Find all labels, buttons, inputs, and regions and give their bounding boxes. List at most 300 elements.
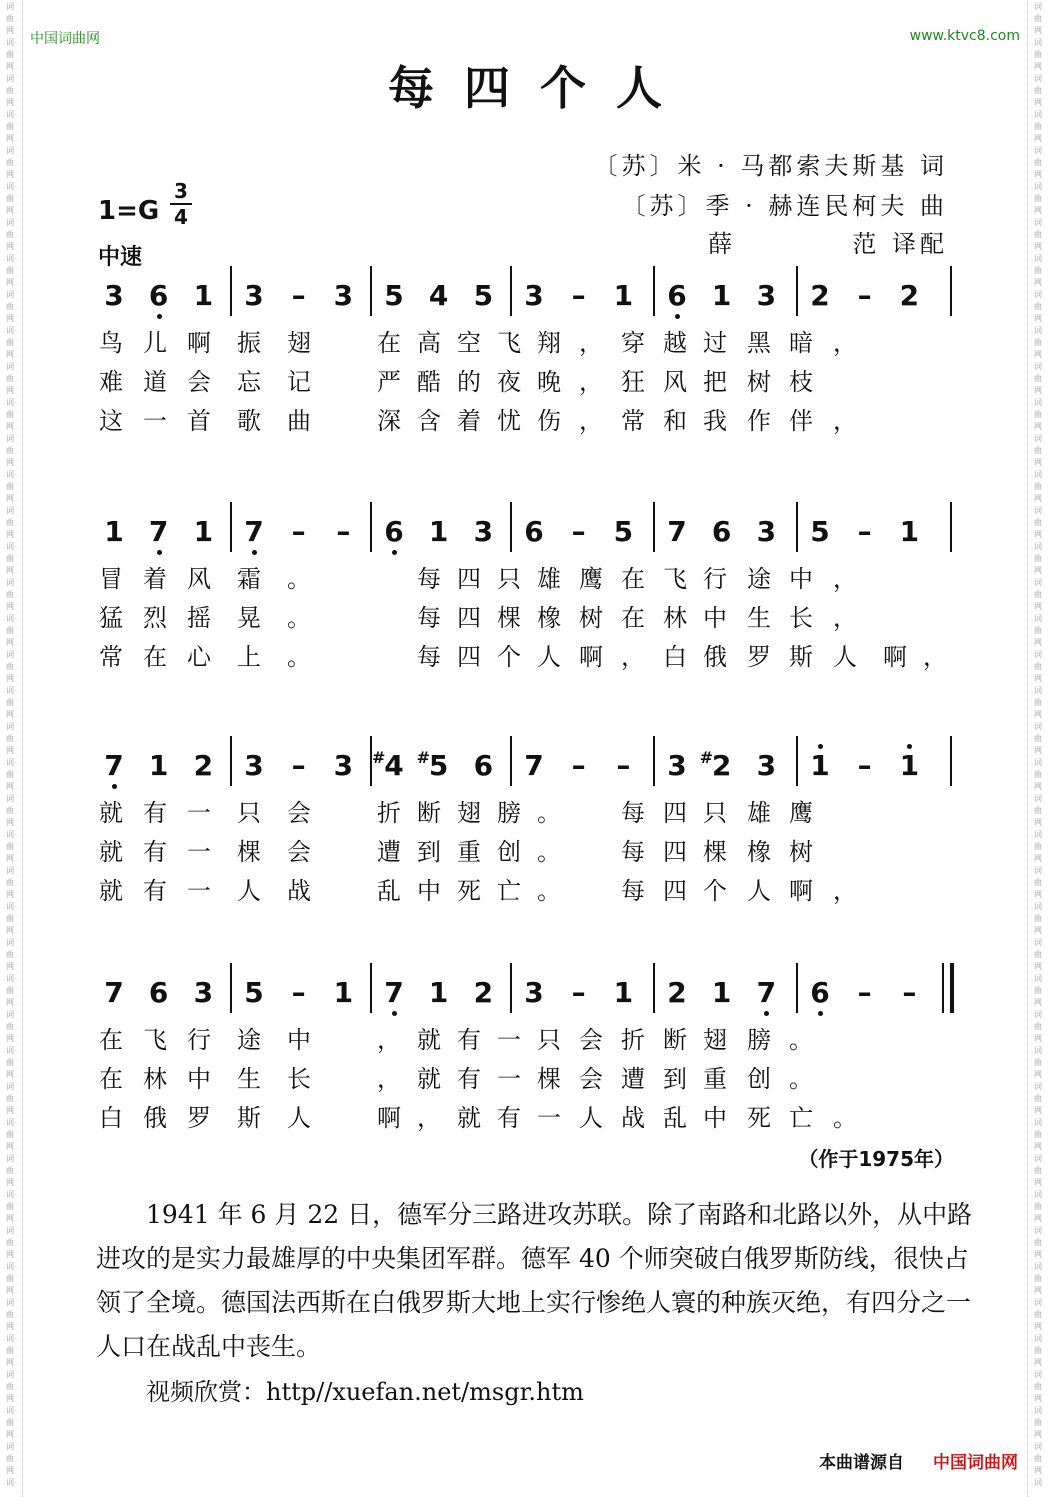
- margin-glyph: 词: [1034, 362, 1042, 371]
- lyric-char: 。: [537, 799, 561, 827]
- margin-glyph: 曲: [6, 482, 14, 491]
- lyric-char: 罗: [747, 643, 771, 671]
- note: [609, 280, 637, 312]
- key-signature: 1=G: [98, 196, 160, 226]
- note-extension: [285, 750, 313, 782]
- note-symbol: 7: [104, 749, 124, 782]
- margin-glyph: 曲: [1034, 1058, 1042, 1067]
- lyric-char: 烈: [143, 604, 167, 632]
- lyric-char: 俄: [703, 643, 727, 671]
- margin-glyph: 网: [1034, 1070, 1042, 1079]
- footer-site-name[interactable]: 中国词曲网: [933, 1453, 1018, 1473]
- barline: [370, 266, 372, 316]
- note: [416, 748, 453, 782]
- margin-glyph: 词: [6, 74, 14, 83]
- margin-glyph: 网: [1034, 494, 1042, 503]
- lyric-char: 有: [143, 877, 167, 905]
- lyric-char: 飞: [143, 1026, 167, 1054]
- note: [329, 750, 357, 782]
- margin-glyph: 网: [6, 458, 14, 467]
- tempo-marking: 中速: [98, 245, 143, 270]
- site-link-right[interactable]: www.ktvc8.com: [909, 28, 1020, 44]
- lyric-char: 橡: [537, 604, 561, 632]
- margin-glyph: 曲: [6, 734, 14, 743]
- note-symbol: 3: [524, 976, 544, 1009]
- note-symbol: 6: [711, 515, 732, 548]
- lyric-char: 生: [747, 604, 771, 632]
- margin-glyph: 曲: [6, 266, 14, 275]
- margin-glyph: 曲: [6, 698, 14, 707]
- lyric-char: 曲: [287, 407, 311, 435]
- lyric-char: 斯: [237, 1104, 261, 1132]
- margin-glyph: 网: [1034, 26, 1042, 35]
- margin-glyph: 曲: [6, 1058, 14, 1067]
- margin-glyph: 曲: [1034, 1202, 1042, 1211]
- lyric-char: ，: [833, 329, 857, 357]
- lyric-char: 四: [663, 838, 687, 866]
- note: [806, 750, 834, 782]
- lyric-char: 。: [287, 643, 311, 671]
- note-extension: [609, 750, 637, 782]
- margin-glyph: 词: [6, 1226, 14, 1235]
- lyric-char: 猛: [99, 604, 123, 632]
- note: [425, 516, 453, 548]
- margin-glyph: 曲: [6, 1382, 14, 1391]
- lyric-char: 鹰: [579, 565, 603, 593]
- margin-glyph: 曲: [1034, 1382, 1042, 1391]
- margin-glyph: 网: [6, 242, 14, 251]
- note: [145, 280, 173, 312]
- note-extension: [285, 280, 313, 312]
- note-symbol: 7: [524, 749, 544, 782]
- note: [240, 750, 268, 782]
- site-link-left[interactable]: 中国词曲网: [30, 31, 100, 47]
- lyric-char: 林: [143, 1065, 167, 1093]
- margin-glyph: 词: [6, 1262, 14, 1271]
- margin-glyph: 曲: [1034, 1310, 1042, 1319]
- lyric-char: 冒: [99, 565, 123, 593]
- lyric-char: 忘: [237, 368, 261, 396]
- note-symbol: 1: [711, 976, 732, 1009]
- margin-glyph: 网: [1034, 350, 1042, 359]
- margin-glyph: 词: [1034, 938, 1042, 947]
- margin-glyph: 网: [6, 386, 14, 395]
- margin-glyph: 曲: [1034, 878, 1042, 887]
- lyric-char: ，: [377, 1065, 401, 1093]
- video-link-line[interactable]: 视频欣赏：http//xuefan.net/msgr.htm: [146, 1378, 584, 1406]
- margin-glyph: 网: [6, 1250, 14, 1259]
- lyric-char: 霜: [237, 565, 261, 593]
- margin-glyph: 词: [1034, 1298, 1042, 1307]
- margin-glyph: 网: [6, 1106, 14, 1115]
- barline: [230, 502, 232, 552]
- note: [469, 516, 497, 548]
- margin-glyph: 曲: [1034, 1238, 1042, 1247]
- lyric-char: 中: [187, 1065, 211, 1093]
- lyric-char: 折: [377, 799, 401, 827]
- margin-glyph: 网: [6, 98, 14, 107]
- note: [520, 280, 548, 312]
- margin-glyph: 词: [6, 1082, 14, 1091]
- note-symbol: 3: [104, 279, 124, 312]
- margin-glyph: 词: [1034, 1190, 1042, 1199]
- margin-glyph: 词: [6, 974, 14, 983]
- note-symbol: 7: [756, 976, 777, 1009]
- margin-glyph: 曲: [1034, 770, 1042, 779]
- note: [663, 280, 691, 312]
- barline: [796, 736, 798, 786]
- margin-glyph: 曲: [1034, 14, 1042, 23]
- note-symbol: 7: [244, 515, 264, 548]
- lyric-char: 斯: [789, 643, 813, 671]
- lower-octave-dot: [675, 314, 680, 319]
- note-extension: [565, 516, 593, 548]
- note-symbol: 3: [756, 515, 777, 548]
- lyric-char: 常: [621, 407, 645, 435]
- lyric-char: 作: [747, 407, 771, 435]
- note: [329, 280, 357, 312]
- note-symbol: 5: [384, 279, 404, 312]
- margin-glyph: 词: [1034, 722, 1042, 731]
- lyric-char: 啊: [579, 643, 603, 671]
- margin-glyph: 网: [6, 530, 14, 539]
- margin-glyph: 词: [1034, 506, 1042, 515]
- margin-glyph: 曲: [6, 1130, 14, 1139]
- note-symbol: 7: [104, 976, 124, 1009]
- note-symbol: 2: [899, 279, 920, 312]
- lyric-char: 四: [457, 604, 481, 632]
- margin-glyph: 曲: [1034, 842, 1042, 851]
- margin-glyph: 词: [6, 182, 14, 191]
- note: [372, 748, 408, 782]
- margin-glyph: 词: [1034, 470, 1042, 479]
- lyric-char: 罗: [187, 1104, 211, 1132]
- lyric-char: 途: [237, 1026, 261, 1054]
- lyric-char: 就: [457, 1104, 481, 1132]
- margin-glyph: 网: [6, 1430, 14, 1439]
- margin-glyph: 曲: [1034, 410, 1042, 419]
- note-symbol: 5: [613, 515, 634, 548]
- margin-glyph: 曲: [6, 50, 14, 59]
- margin-glyph: 词: [1034, 1478, 1042, 1487]
- barline: [796, 963, 798, 1013]
- note-symbol: 3: [244, 749, 264, 782]
- lyric-char: 。: [537, 838, 561, 866]
- lyric-char: 就: [417, 1065, 441, 1093]
- margin-glyph: 曲: [1034, 626, 1042, 635]
- lyric-char: 在: [621, 604, 645, 632]
- margin-glyph: 网: [1034, 1142, 1042, 1151]
- barline: [950, 736, 952, 786]
- note: [380, 516, 408, 548]
- margin-glyph: 曲: [1034, 194, 1042, 203]
- margin-glyph: 词: [1034, 1370, 1042, 1379]
- margin-glyph: 词: [6, 1370, 14, 1379]
- lyric-char: 断: [663, 1026, 687, 1054]
- note-symbol: 2: [711, 749, 732, 782]
- lyric-char: 首: [187, 407, 211, 435]
- margin-glyph: 词: [6, 902, 14, 911]
- lyric-char: 每: [621, 877, 645, 905]
- lyric-char: 忧: [497, 407, 521, 435]
- lyric-char: 风: [663, 368, 687, 396]
- lyric-char: 战: [621, 1104, 645, 1132]
- margin-glyph: 词: [1034, 1334, 1042, 1343]
- margin-glyph: 词: [1034, 110, 1042, 119]
- note: [895, 280, 923, 312]
- margin-glyph: 词: [6, 1298, 14, 1307]
- margin-glyph: 曲: [6, 842, 14, 851]
- margin-glyph: 网: [6, 674, 14, 683]
- note-symbol: 1: [148, 749, 169, 782]
- time-signature-top: 3: [174, 179, 188, 203]
- margin-glyph: 网: [1034, 566, 1042, 575]
- lyric-char: 歌: [237, 407, 261, 435]
- margin-glyph: 网: [1034, 62, 1042, 71]
- margin-glyph: 网: [6, 818, 14, 827]
- lyric-char: 着: [457, 407, 481, 435]
- lyric-char: 啊: [789, 877, 813, 905]
- margin-glyph: 词: [1034, 902, 1042, 911]
- lyric-char: 棵: [703, 838, 727, 866]
- lyric-char: 会: [187, 368, 211, 396]
- lyric-char: 亡: [497, 877, 521, 905]
- margin-glyph: 曲: [1034, 1130, 1042, 1139]
- margin-glyph: 词: [6, 470, 14, 479]
- lyric-char: ，: [579, 368, 603, 396]
- lyric-char: 黑: [747, 329, 771, 357]
- margin-glyph: 网: [6, 278, 14, 287]
- margin-glyph: 词: [6, 650, 14, 659]
- lyric-char: 晚: [537, 368, 561, 396]
- lyric-char: 有: [457, 1026, 481, 1054]
- note-extension: [565, 280, 593, 312]
- note: [380, 977, 408, 1009]
- margin-glyph: 词: [6, 290, 14, 299]
- margin-glyph: 网: [1034, 1178, 1042, 1187]
- lyric-char: 人: [579, 1104, 603, 1132]
- margin-glyph: 网: [1034, 206, 1042, 215]
- lyric-char: 伤: [537, 407, 561, 435]
- lyric-char: 在: [99, 1065, 123, 1093]
- margin-glyph: 词: [6, 1406, 14, 1415]
- lyric-char: 越: [663, 329, 687, 357]
- note-symbol: –: [571, 279, 586, 312]
- lower-octave-dot: [392, 550, 397, 555]
- lyric-char: 。: [537, 877, 561, 905]
- note-symbol: 6: [148, 279, 169, 312]
- margin-glyph: 词: [1034, 794, 1042, 803]
- margin-glyph: 曲: [6, 1238, 14, 1247]
- margin-glyph: 曲: [6, 986, 14, 995]
- margin-glyph: 网: [1034, 1286, 1042, 1295]
- lyric-char: 这: [99, 407, 123, 435]
- margin-glyph: 曲: [1034, 374, 1042, 383]
- margin-glyph: 词: [6, 38, 14, 47]
- margin-glyph: 词: [6, 866, 14, 875]
- barline: [950, 266, 952, 316]
- note: [240, 516, 268, 548]
- margin-glyph: 网: [1034, 710, 1042, 719]
- margin-glyph: 词: [6, 794, 14, 803]
- margin-glyph: 曲: [6, 554, 14, 563]
- lyric-char: ，: [579, 329, 603, 357]
- note-symbol: 1: [711, 279, 732, 312]
- margin-glyph: 词: [6, 254, 14, 263]
- margin-glyph: 网: [1034, 998, 1042, 1007]
- note-symbol: 6: [810, 976, 830, 1009]
- margin-glyph: 网: [1034, 1358, 1042, 1367]
- margin-glyph: 词: [6, 758, 14, 767]
- margin-glyph: 词: [6, 110, 14, 119]
- margin-glyph: 曲: [6, 1202, 14, 1211]
- note-symbol: –: [902, 976, 917, 1009]
- margin-glyph: 网: [6, 638, 14, 647]
- note: [663, 977, 691, 1009]
- lyric-char: 在: [99, 1026, 123, 1054]
- lyric-char: 行: [187, 1026, 211, 1054]
- note-symbol: 5: [244, 976, 264, 1009]
- lower-octave-dot: [157, 314, 162, 319]
- note: [520, 516, 548, 548]
- margin-glyph: 词: [6, 1118, 14, 1127]
- sharp-accidental: #: [416, 748, 431, 767]
- margin-glyph: 词: [6, 326, 14, 335]
- lyric-char: 就: [99, 799, 123, 827]
- lyric-char: 四: [663, 799, 687, 827]
- margin-glyph: 网: [6, 1214, 14, 1223]
- margin-glyph: 词: [1034, 218, 1042, 227]
- note: [145, 977, 173, 1009]
- margin-glyph: 词: [6, 1046, 14, 1055]
- note: [189, 516, 217, 548]
- margin-glyph: 词: [6, 218, 14, 227]
- margin-glyph: 网: [1034, 638, 1042, 647]
- note: [752, 280, 780, 312]
- note: [520, 977, 548, 1009]
- lyric-char: 人: [747, 877, 771, 905]
- lyric-char: 严: [377, 368, 401, 396]
- barline: [510, 736, 512, 786]
- lyric-char: 只: [703, 799, 727, 827]
- note-symbol: 1: [193, 279, 214, 312]
- note-symbol: 7: [148, 515, 169, 548]
- margin-glyph: 词: [1034, 1118, 1042, 1127]
- margin-glyph: 曲: [1034, 662, 1042, 671]
- lyric-char: 俄: [143, 1104, 167, 1132]
- margin-glyph: 词: [6, 1154, 14, 1163]
- note-symbol: 1: [104, 515, 124, 548]
- note: [145, 750, 173, 782]
- lyric-char: 人: [287, 1104, 311, 1132]
- margin-glyph: 网: [1034, 926, 1042, 935]
- margin-glyph: 词: [1034, 38, 1042, 47]
- margin-glyph: 词: [1034, 2, 1042, 11]
- margin-glyph: 曲: [1034, 1418, 1042, 1427]
- margin-glyph: 词: [6, 362, 14, 371]
- lyric-char: 高: [417, 329, 441, 357]
- margin-glyph: 词: [6, 938, 14, 947]
- lyric-char: 夜: [497, 368, 521, 396]
- margin-glyph: 网: [6, 422, 14, 431]
- margin-glyph: 网: [1034, 602, 1042, 611]
- margin-glyph: 曲: [1034, 1094, 1042, 1103]
- lyric-char: 暗: [789, 329, 813, 357]
- margin-glyph: 网: [6, 26, 14, 35]
- note-extension: [285, 516, 313, 548]
- margin-glyph: 词: [1034, 326, 1042, 335]
- margin-glyph: 曲: [6, 1418, 14, 1427]
- lyric-char: 我: [703, 407, 727, 435]
- note-symbol: –: [291, 279, 306, 312]
- lyric-char: 每: [417, 565, 441, 593]
- lyric-char: 中: [703, 1104, 727, 1132]
- margin-glyph: 网: [1034, 1034, 1042, 1043]
- lyric-char: 橡: [747, 838, 771, 866]
- note: [100, 977, 128, 1009]
- margin-glyph: 词: [6, 1442, 14, 1451]
- barline: [653, 736, 655, 786]
- note-symbol: 3: [756, 279, 777, 312]
- margin-glyph: 词: [1034, 578, 1042, 587]
- margin-glyph: 曲: [1034, 806, 1042, 815]
- lower-octave-dot: [818, 1011, 823, 1016]
- margin-glyph: 词: [1034, 542, 1042, 551]
- lyric-char: 啊: [883, 643, 907, 671]
- note-symbol: 5: [810, 515, 830, 548]
- note-symbol: –: [857, 976, 872, 1009]
- margin-glyph: 曲: [6, 86, 14, 95]
- note: [425, 280, 453, 312]
- lyric-char: 鸟: [99, 329, 123, 357]
- lyric-char: ，: [833, 407, 857, 435]
- barline: [370, 502, 372, 552]
- note: [469, 977, 497, 1009]
- note-symbol: 2: [193, 749, 214, 782]
- note-symbol: 7: [667, 515, 687, 548]
- note: [469, 280, 497, 312]
- margin-glyph: 曲: [6, 770, 14, 779]
- margin-glyph: 词: [1034, 1262, 1042, 1271]
- note-symbol: –: [571, 515, 586, 548]
- lyric-char: 创: [747, 1065, 771, 1093]
- lyric-char: 就: [417, 1026, 441, 1054]
- margin-glyph: 词: [1034, 398, 1042, 407]
- note-symbol: 3: [333, 749, 354, 782]
- note-symbol: 5: [428, 749, 449, 782]
- margin-glyph: 网: [6, 890, 14, 899]
- margin-glyph: 网: [6, 1358, 14, 1367]
- margin-glyph: 曲: [6, 158, 14, 167]
- lyric-char: 狂: [621, 368, 645, 396]
- note-symbol: 7: [384, 976, 404, 1009]
- lyric-char: 乱: [377, 877, 401, 905]
- margin-glyph: 网: [1034, 1466, 1042, 1475]
- lyric-char: 重: [457, 838, 481, 866]
- lyric-char: 中: [789, 565, 813, 593]
- lyric-char: 振: [237, 329, 261, 357]
- margin-glyph: 网: [1034, 818, 1042, 827]
- note: [708, 280, 736, 312]
- margin-glyph: 曲: [1034, 554, 1042, 563]
- margin-glyph: 曲: [6, 518, 14, 527]
- note-symbol: 3: [333, 279, 354, 312]
- margin-glyph: 曲: [1034, 158, 1042, 167]
- barline: [796, 266, 798, 316]
- margin-glyph: 词: [1034, 758, 1042, 767]
- lyric-char: 中: [703, 604, 727, 632]
- note: [240, 280, 268, 312]
